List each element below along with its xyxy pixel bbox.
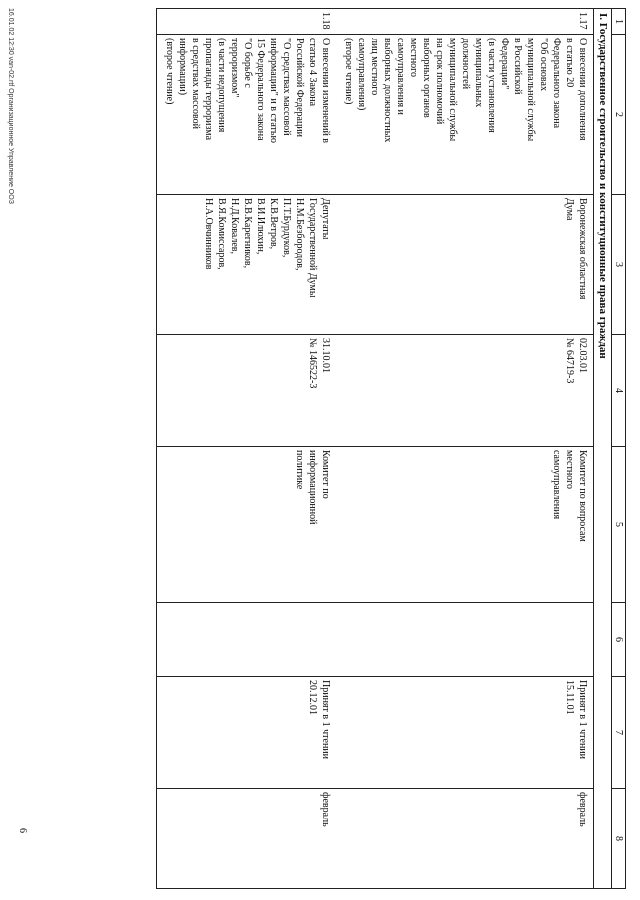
- table-row: [336, 9, 594, 889]
- col-header-2: 2: [612, 35, 626, 195]
- column-number-row: [612, 9, 626, 889]
- bill-committee: Комитет по вопросам местного самоуправления: [336, 447, 594, 603]
- bill-month: февраль: [336, 789, 594, 889]
- col-header-6: 6: [612, 603, 626, 677]
- section-row: [594, 9, 612, 889]
- page-number: 6: [17, 828, 28, 833]
- col-header-1: 1: [612, 9, 626, 35]
- row-number: 1.17: [336, 9, 594, 35]
- print-footer: 16.01.02 12:30 van-02.rtf Организационное Управление ООЗ: [7, 8, 14, 204]
- bill-title: О внесении изменений в статью 4 Закона Российской Федерации "О средствах массовой информации" и в статью 15 Федерального закона "О борьбе с терроризмом" (в части недопущения пропаганды терроризма в средствах массовой информации) (второе чтение): [157, 35, 337, 195]
- bill-col6: [336, 603, 594, 677]
- row-number: 1.18: [157, 9, 337, 35]
- col-header-3: 3: [612, 195, 626, 335]
- table-row: [157, 9, 337, 889]
- bill-committee: Комитет по информационной политике: [157, 447, 337, 603]
- bill-title: О внесении дополнения в статью 20 Федерального закона "Об основах муниципальной службы в Российской Федерации" (в части установления муниципальных должностей муниципальной службы на срок полномочий выборных органов местного самоуправления и выборных должностных лиц местного самоуправления) (второе чтение): [336, 35, 594, 195]
- bill-status: Принят в 1 чтении 15.11.01: [336, 677, 594, 789]
- section-title: I. Государственное строительство и конституционные права граждан: [594, 9, 612, 889]
- bills-table: [156, 8, 626, 889]
- bill-initiator: Воронежская областная Дума: [336, 195, 594, 335]
- col-header-5: 5: [612, 447, 626, 603]
- rotated-page: [7, 8, 626, 888]
- col-header-4: 4: [612, 335, 626, 447]
- bill-col6: [157, 603, 337, 677]
- bill-status: Принят в 1 чтении 20.12.01: [157, 677, 337, 789]
- bill-date-number: 31.10.01 № 146522-3: [157, 335, 337, 447]
- col-header-7: 7: [612, 677, 626, 789]
- col-header-8: 8: [612, 789, 626, 889]
- bill-date-number: 02.03.01 № 64719-3: [336, 335, 594, 447]
- bill-month: февраль: [157, 789, 337, 889]
- bill-initiator: Депутаты Государственной Думы Н.М.Безбородов, П.Т.Бурдуков, К.В.Ветров, В.И.Илюхин, В.В.Карегников, Н.Д.Ковалев, В.Я.Комиссаров, Н.А.Овчинников: [157, 195, 337, 335]
